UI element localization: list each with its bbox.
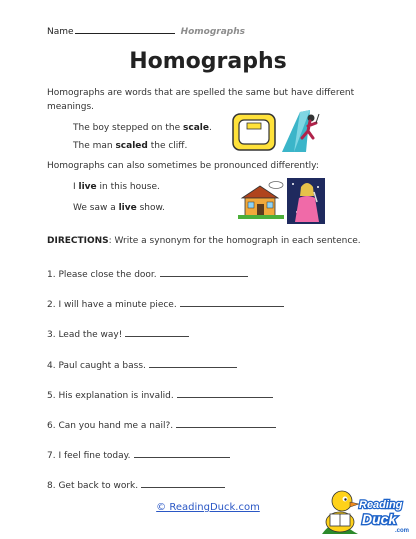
- name-label: Name: [47, 27, 74, 37]
- answer-blank-5[interactable]: [177, 389, 273, 398]
- page-title: Homographs: [129, 49, 287, 74]
- question-4: 4. Paul caught a bass.: [47, 359, 237, 371]
- question-7: 7. I feel fine today.: [47, 449, 230, 461]
- name-blank: [75, 25, 175, 34]
- pronounce-text: Homographs can also sometimes be pronounced differently:: [47, 161, 319, 171]
- answer-blank-1[interactable]: [160, 268, 248, 277]
- logo-text-duck: Duck: [362, 511, 397, 527]
- name-row: [47, 25, 245, 37]
- directions: DIRECTIONS: Write a synonym for the homograph in each sentence.: [47, 236, 361, 246]
- example-scale: The boy stepped on the scale.: [73, 123, 212, 133]
- question-1: 1. Please close the door.: [47, 268, 248, 280]
- example-live-house: I live in this house.: [73, 182, 160, 192]
- answer-blank-3[interactable]: [125, 328, 189, 337]
- singer-icon: [287, 178, 325, 224]
- example-scaled: The man scaled the cliff.: [73, 141, 188, 151]
- question-2: 2. I will have a minute piece.: [47, 298, 284, 310]
- duck-logo: [322, 486, 410, 536]
- answer-blank-4[interactable]: [149, 359, 237, 368]
- example-live-show: We saw a live show.: [73, 203, 165, 213]
- answer-blank-7[interactable]: [134, 449, 230, 458]
- footer-link[interactable]: © ReadingDuck.com: [156, 502, 260, 513]
- logo-text-reading: Reading: [359, 499, 403, 511]
- header-brand: Homographs: [180, 27, 245, 37]
- answer-blank-2[interactable]: [180, 298, 284, 307]
- definition-text: Homographs are words that are spelled the same but have different meanings.: [47, 88, 355, 112]
- answer-blank-8[interactable]: [141, 479, 225, 488]
- bathroom-scale-icon: [230, 111, 278, 153]
- climber-icon: [280, 108, 322, 154]
- question-6: 6. Can you hand me a nail?.: [47, 419, 276, 431]
- answer-blank-6[interactable]: [176, 419, 276, 428]
- question-5: 5. His explanation is invalid.: [47, 389, 273, 401]
- logo-text-com: .com: [395, 528, 410, 534]
- question-3: 3. Lead the way!: [47, 328, 189, 340]
- question-8: 8. Get back to work.: [47, 479, 225, 491]
- house-icon: [238, 178, 286, 220]
